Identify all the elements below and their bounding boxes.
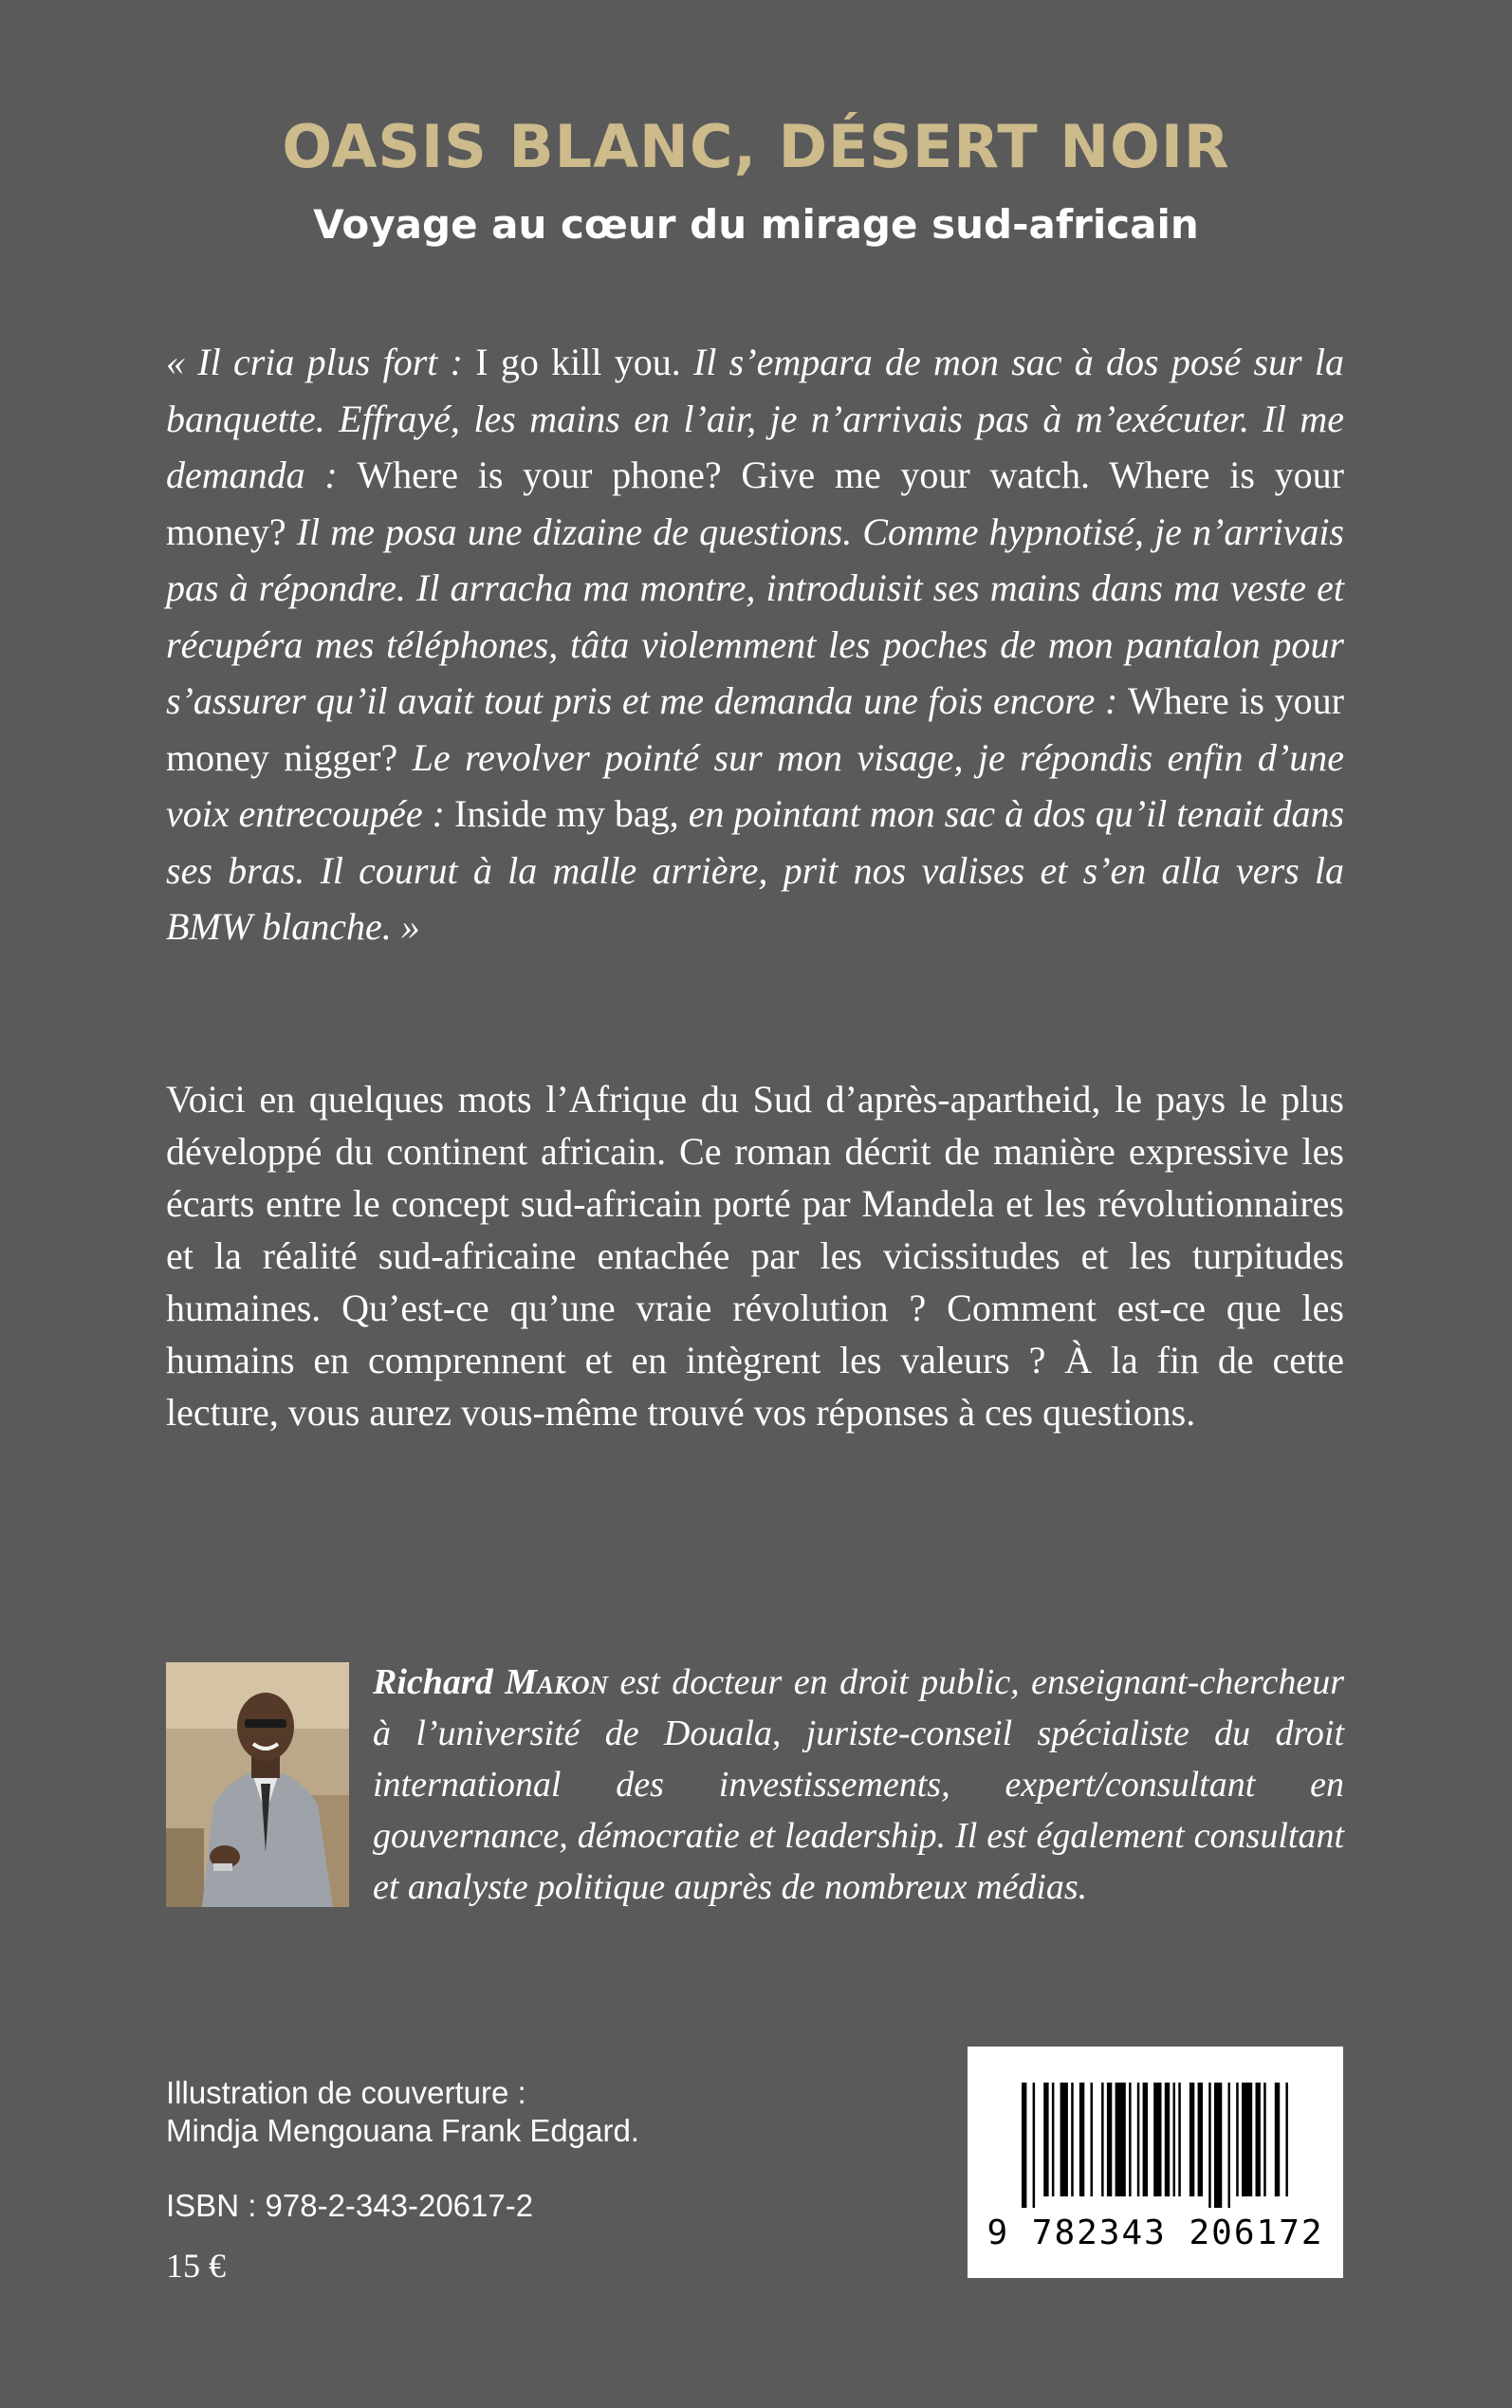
barcode-bar [1285, 2083, 1288, 2196]
author-first-name: Richard [373, 1662, 493, 1702]
barcode-bar [1242, 2083, 1252, 2196]
barcode-bar [1198, 2083, 1203, 2196]
barcode-bar [1033, 2083, 1036, 2208]
excerpt-fragment: Where is your phone? Give me your watch. Where is your money? [166, 454, 1344, 553]
barcode-bar [1143, 2083, 1148, 2196]
isbn: ISBN : 978-2-343-20617-2 [166, 2188, 534, 2223]
excerpt-fragment: Il s’empara de mon sac à dos posé sur la banquette. Effrayé, les mains en l’air, je n’arrivais pas à m’exécuter. Il me demanda : [166, 341, 1344, 496]
barcode-bar [1116, 2083, 1126, 2196]
barcode-bar [1137, 2083, 1140, 2196]
barcode-bar [1129, 2083, 1132, 2196]
author-last-name: Makon [505, 1662, 609, 1702]
cover-credits [166, 2074, 639, 2150]
author-bio [373, 1657, 1344, 1913]
barcode-bar [1256, 2083, 1261, 2196]
illustration-label: Illustration de couverture : [166, 2075, 526, 2110]
excerpt-fragment: Le revolver pointé sur mon visage, je répondis enfin d’une voix entrecoupée : [166, 735, 1344, 835]
author-bio-text: est docteur en droit public, enseignant-chercheur à l’université de Douala, juriste-conseil spécialiste du droit international des investissements, expert/consultant en gouvernance, démocratie et leadership. Il est également consultant et analyste politique auprès de nombreux médias. [373, 1662, 1345, 1907]
excerpt-quote [166, 334, 1344, 955]
barcode-bar [1107, 2083, 1112, 2196]
barcode-bar [1052, 2083, 1055, 2196]
book-subtitle: Voyage au cœur du mirage sud-africain [313, 201, 1199, 248]
excerpt-fragment: I go kill you. [475, 341, 693, 383]
barcode-bar [1071, 2083, 1074, 2196]
barcode-bar [1208, 2083, 1211, 2208]
excerpt-fragment: en pointant mon sac à dos qu’il tenait dans ses bras. Il courut à la malle arrière, prit nos valises et s’en alla vers la BMW blanche. » [166, 792, 1345, 948]
author-portrait-illustration [166, 1662, 349, 1907]
book-summary: Voici en quelques mots l’Afrique du Sud d’après-apartheid, le pays le plus développé du continent africain. Ce roman décrit de manière expressive les écarts entre le concept sud-africain porté par Mandela et les révolutionnaires et la réalité sud-africaine entachée par les vicissitudes et les turpitudes humaines. Qu’est-ce qu’une vraie révolution ? Comment est-ce que les humains en comprennent et en intègrent les valeurs ? À la fin de cette lecture, vous aurez vous-même trouvé vos réponses à ces questions. [166, 1078, 1344, 1434]
barcode-bar [1263, 2083, 1266, 2196]
barcode-bar [1043, 2083, 1048, 2196]
barcode-bars [1022, 2083, 1289, 2208]
barcode-bar [1079, 2083, 1084, 2196]
barcode-box [968, 2047, 1343, 2278]
price: 15 € [166, 2247, 226, 2285]
barcode-bar [1091, 2083, 1094, 2196]
barcode-bar [1165, 2083, 1170, 2196]
excerpt-fragment: Il me posa une dizaine de questions. Comme hypnotisé, je n’arrivais pas à répondre. Il arracha ma montre, introduisit ses mains dans ma veste et récupéra mes téléphones, tâta violemment les poches de mon pantalon pour s’assurer qu’il avait tout pris et me demanda une fois encore : [166, 509, 1344, 722]
barcode-bar [1228, 2083, 1231, 2208]
barcode-bar [1189, 2083, 1194, 2196]
author-photo [166, 1662, 349, 1907]
barcode-bar [1178, 2083, 1181, 2196]
barcode-bar [1214, 2083, 1222, 2208]
barcode-bar [1173, 2083, 1176, 2196]
barcode-bar [1060, 2083, 1068, 2196]
illustrator-name: Mindja Mengouana Frank Edgard. [166, 2113, 639, 2148]
barcode-bar [1236, 2083, 1239, 2196]
excerpt-fragment: Where is your money nigger? [166, 679, 1344, 779]
excerpt-fragment: « Il cria plus fort : [166, 341, 476, 383]
barcode-bar [1153, 2083, 1161, 2196]
barcode-digits: 9 782343 206172 [986, 2214, 1324, 2252]
book-title: OASIS BLANC, DÉSERT NOIR [282, 112, 1230, 181]
excerpt-fragment: Inside my bag, [454, 792, 689, 835]
barcode-bar [1101, 2083, 1104, 2196]
barcode-bar [1022, 2083, 1026, 2208]
barcode-bar [1275, 2083, 1280, 2196]
